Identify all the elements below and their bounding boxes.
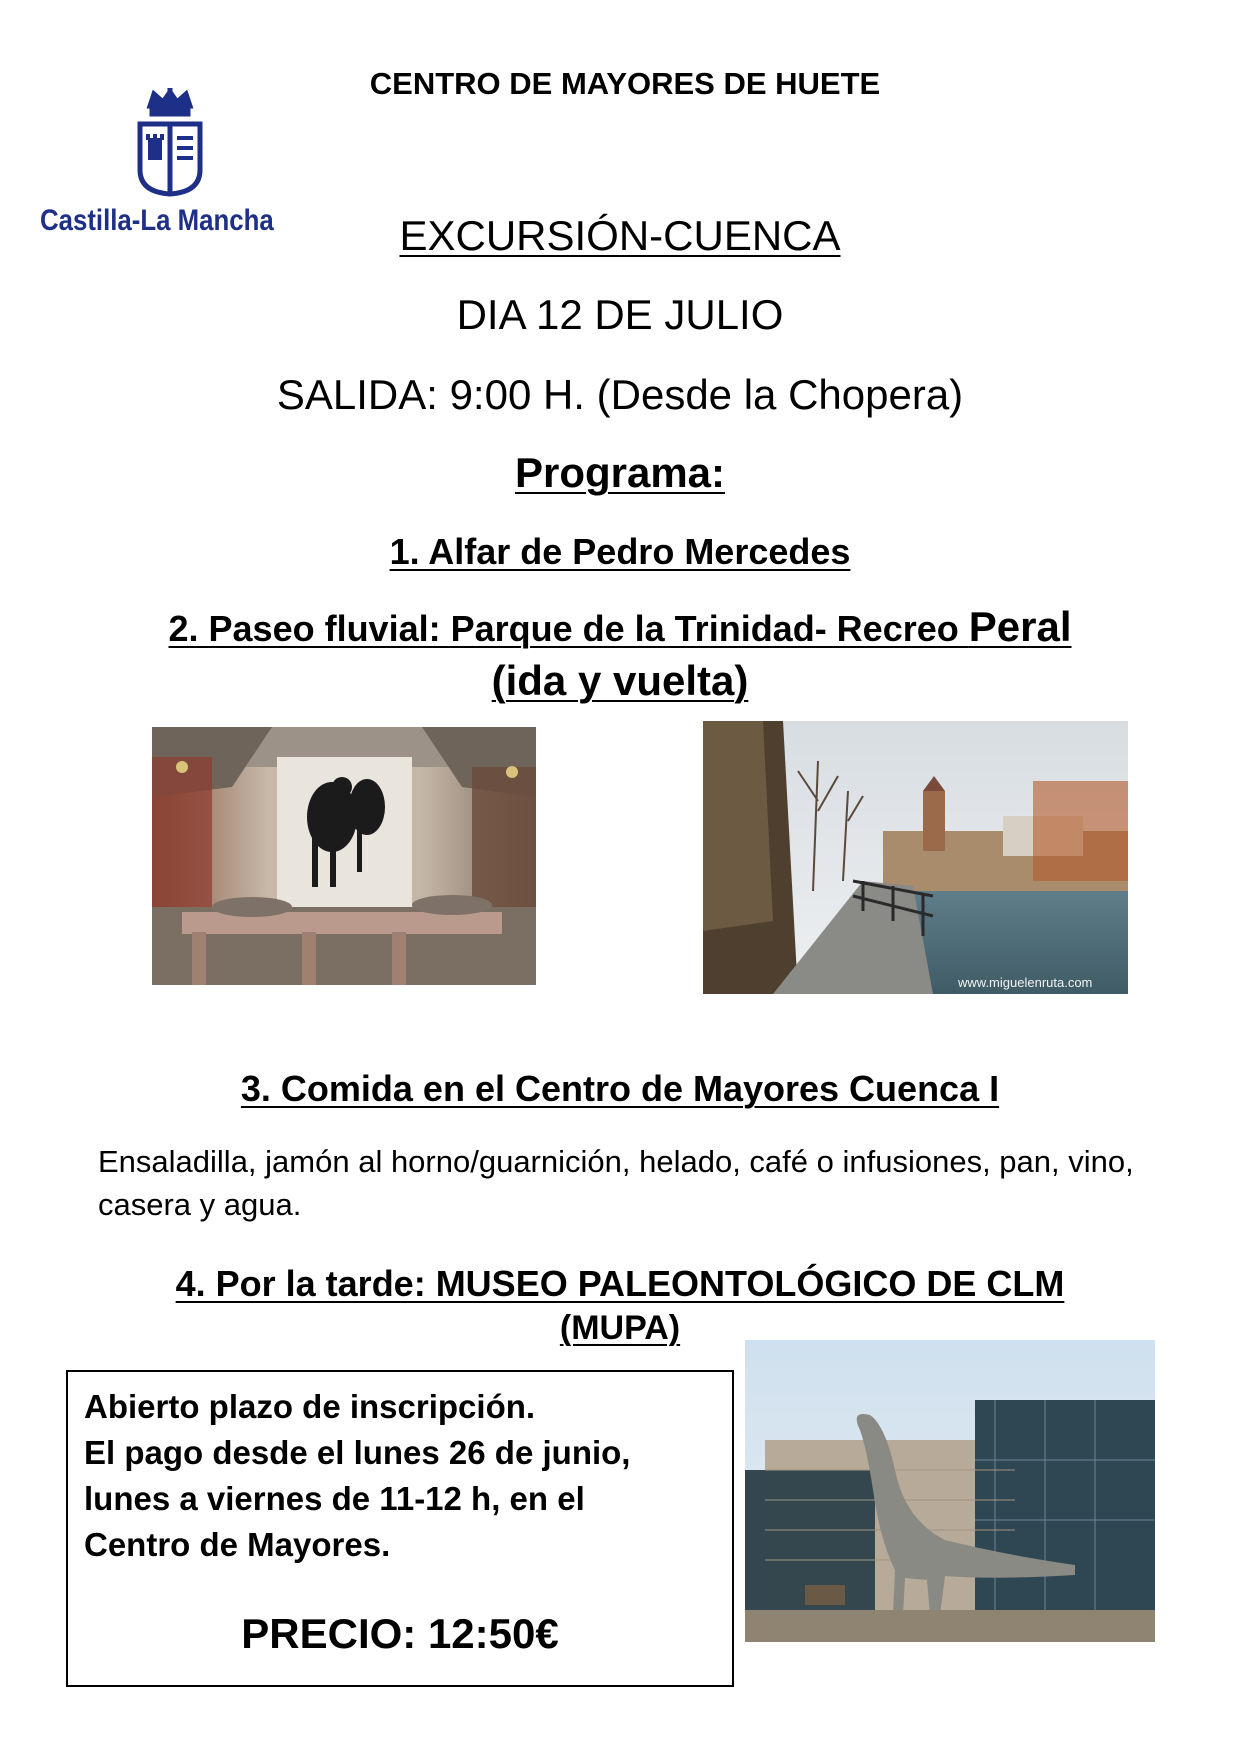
- program-item-4: 4. Por la tarde: MUSEO PALEONTOLÓGICO DE CLM: [175, 1263, 1065, 1304]
- info-line-2: El pago desde el lunes 26 de junio,: [84, 1434, 631, 1471]
- info-line-3: lunes a viernes de 11-12 h, en el: [84, 1480, 585, 1517]
- event-date: DIA 12 DE JULIO: [456, 291, 784, 338]
- pottery-workshop-photo: [152, 727, 536, 985]
- crown-shield-icon: [130, 88, 280, 198]
- program-item-4-subtitle: (MUPA): [559, 1309, 681, 1347]
- departure-info: SALIDA: 9:00 H. (Desde la Chopera): [276, 371, 964, 418]
- lunch-menu: Ensaladilla, jamón al horno/guarnición, helado, café o infusiones, pan, vino, casera y agua.: [98, 1144, 1134, 1222]
- photo-watermark: www.miguelenruta.com: [958, 975, 1093, 990]
- logo-text: Castilla-La Mancha: [40, 204, 274, 237]
- price-label: PRECIO: 12:50€: [241, 1610, 559, 1657]
- program-item-2-emphasis: Peral: [968, 603, 1072, 650]
- program-item-1: 1. Alfar de Pedro Mercedes: [389, 531, 851, 572]
- program-item-3: 3. Comida en el Centro de Mayores Cuenca I: [240, 1068, 1000, 1109]
- registration-info-text: [84, 1384, 630, 1568]
- info-line-1: Abierto plazo de inscripción.: [84, 1388, 536, 1425]
- info-line-4: Centro de Mayores.: [84, 1526, 391, 1563]
- registration-info-box: [66, 1370, 734, 1687]
- museum-dinosaur-photo: [745, 1340, 1155, 1642]
- program-item-2: [80, 601, 1160, 709]
- river-walkway-photo: [703, 721, 1128, 994]
- program-item-2-main: 2. Paseo fluvial: Parque de la Trinidad- Recreo: [168, 608, 969, 649]
- excursion-title: EXCURSIÓN-CUENCA: [399, 212, 841, 259]
- program-item-2-second-line: (ida y vuelta): [491, 657, 749, 704]
- program-title: Programa:: [514, 449, 726, 496]
- organization-title: CENTRO DE MAYORES DE HUETE: [369, 66, 881, 101]
